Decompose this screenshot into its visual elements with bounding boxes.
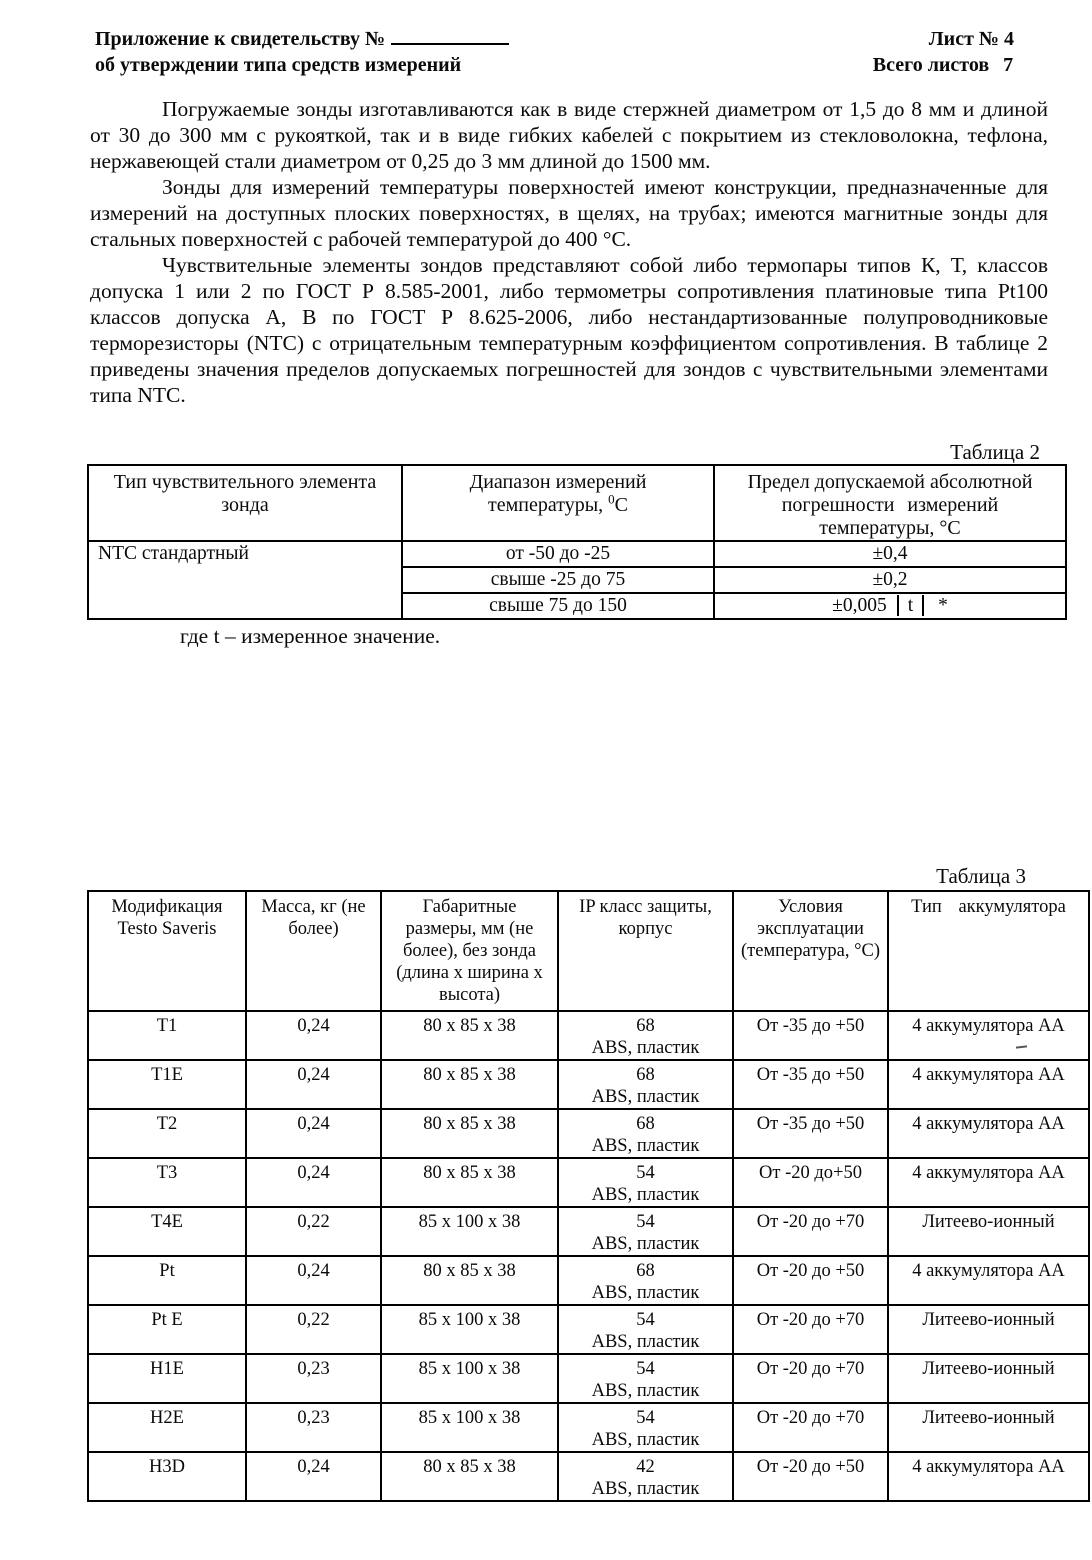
battery-cell: 4 аккумулятора АА xyxy=(888,1452,1089,1501)
battery-cell: Литеево-ионный xyxy=(888,1403,1089,1452)
table2-header-error-line1: Предел допускаемой абсолютной xyxy=(747,471,1033,493)
case-material: ABS, пластик xyxy=(591,1185,700,1205)
dimensions-cell: 80 х 85 х 38 xyxy=(381,1452,558,1501)
battery-cell: 4 аккумулятора АА xyxy=(888,1158,1089,1207)
dimensions-cell: 85 х 100 х 38 xyxy=(381,1403,558,1452)
temperature-cell: От -20 до +70 xyxy=(733,1305,888,1354)
table2-header-sensor-type: Тип чувствительного элемента зонда xyxy=(88,465,402,541)
temperature-cell: От -20 до +70 xyxy=(733,1354,888,1403)
total-sheets xyxy=(873,52,1014,78)
table2-range-cell: свыше 75 до 150 xyxy=(402,593,714,619)
table2-header-range-unit-prefix: температуры, xyxy=(488,494,609,516)
header-approval-line: об утверждении типа средств измерений xyxy=(95,54,462,76)
certificate-number-blank xyxy=(391,28,509,45)
body-text xyxy=(90,96,1048,408)
mass-cell: 0,22 xyxy=(246,1305,381,1354)
table-row xyxy=(88,1158,1089,1207)
table2-header-range-line2 xyxy=(403,491,713,517)
table3-header-conditions: Условия эксплуатации (температура, °С) xyxy=(733,891,888,1011)
table-row xyxy=(88,1011,1089,1060)
mass-cell: 0,24 xyxy=(246,1011,381,1060)
modification-cell: Н2Е xyxy=(88,1403,246,1452)
dimensions-cell: 85 х 100 х 38 xyxy=(381,1305,558,1354)
ip-rating: 54 xyxy=(636,1212,655,1232)
footnote-asterisk: * xyxy=(938,595,948,616)
mass-cell: 0,24 xyxy=(246,1452,381,1501)
battery-cell: Литеево-ионный xyxy=(888,1305,1089,1354)
ip-rating: 54 xyxy=(636,1310,655,1330)
modification-cell: Т1Е xyxy=(88,1060,246,1109)
temperature-cell: От -20 до +50 xyxy=(733,1256,888,1305)
table-row xyxy=(88,1354,1089,1403)
table-row xyxy=(88,1109,1089,1158)
battery-cell: Литеево-ионный xyxy=(888,1207,1089,1256)
table2-sensor-type-cell: NTC стандартный xyxy=(88,541,402,619)
ip-rating: 68 xyxy=(636,1065,655,1085)
battery-cell: 4 аккумулятора АА xyxy=(888,1011,1089,1060)
dimensions-cell: 80 х 85 х 38 xyxy=(381,1011,558,1060)
ip-rating: 42 xyxy=(636,1457,655,1477)
modification-cell: Т2 xyxy=(88,1109,246,1158)
battery-cell: Литеево-ионный xyxy=(888,1354,1089,1403)
table2-header-error-line2: погрешности измерений xyxy=(781,494,999,516)
table-row xyxy=(88,1452,1089,1501)
ip-rating: 54 xyxy=(636,1359,655,1379)
table-row xyxy=(88,1305,1089,1354)
table2-caption: Таблица 2 xyxy=(950,440,1040,464)
temperature-cell: От -20 до +50 xyxy=(733,1452,888,1501)
battery-cell: 4 аккумулятора АА xyxy=(888,1109,1089,1158)
dimensions-cell: 85 х 100 х 38 xyxy=(381,1207,558,1256)
ip-cell xyxy=(558,1452,733,1501)
header-appendix-line xyxy=(95,26,509,52)
ip-cell xyxy=(558,1207,733,1256)
error-coefficient: ±0,005 xyxy=(832,595,887,616)
temperature-cell: От -35 до +50 xyxy=(733,1011,888,1060)
mass-cell: 0,22 xyxy=(246,1207,381,1256)
table3-header-ip: IP класс защиты, корпус xyxy=(558,891,733,1011)
total-sheets-value: 7 xyxy=(1003,54,1014,76)
table2-header-error-limit xyxy=(714,465,1066,541)
ip-cell xyxy=(558,1011,733,1060)
table3-saveris-modifications xyxy=(87,890,1090,1502)
temperature-cell: От -35 до +50 xyxy=(733,1109,888,1158)
temperature-cell: От -20 до +70 xyxy=(733,1403,888,1452)
ip-cell xyxy=(558,1403,733,1452)
mass-cell: 0,23 xyxy=(246,1403,381,1452)
table-row xyxy=(88,1403,1089,1452)
ip-rating: 68 xyxy=(636,1016,655,1036)
modification-cell: Pt Е xyxy=(88,1305,246,1354)
mass-cell: 0,24 xyxy=(246,1256,381,1305)
modification-cell: Т1 xyxy=(88,1011,246,1060)
absolute-value-t: t xyxy=(897,595,924,616)
modification-cell: Pt xyxy=(88,1256,246,1305)
battery-cell: 4 аккумулятора АА xyxy=(888,1256,1089,1305)
table3-header-battery: Тип аккумулятора xyxy=(888,891,1089,1011)
modification-cell: Т3 xyxy=(88,1158,246,1207)
table2-header-range-line1: Диапазон измерений xyxy=(469,471,647,493)
case-material: ABS, пластик xyxy=(591,1087,700,1107)
table2-header-range xyxy=(402,465,714,541)
case-material: ABS, пластик xyxy=(591,1479,700,1499)
mass-cell: 0,24 xyxy=(246,1158,381,1207)
modification-cell: Т4Е xyxy=(88,1207,246,1256)
modification-cell: Н3D xyxy=(88,1452,246,1501)
mass-cell: 0,23 xyxy=(246,1354,381,1403)
paragraph-immersion-probes: Погружаемые зонды изготавливаются как в виде стержней диаметром от 1,5 до 8 мм и длиной от 30 до 300 мм с рукояткой, так и в виде гибких кабелей с покрытием из стекловолокна, тефлона, нержавеющей стали диаметром от 0,25 до 3 мм длиной до 1500 мм. xyxy=(90,97,1048,173)
dimensions-cell: 80 х 85 х 38 xyxy=(381,1158,558,1207)
table-row xyxy=(88,1060,1089,1109)
table2-header-row xyxy=(88,465,1066,541)
case-material: ABS, пластик xyxy=(591,1136,700,1156)
battery-cell: 4 аккумулятора АА xyxy=(888,1060,1089,1109)
temperature-cell: От -20 до +70 xyxy=(733,1207,888,1256)
ip-rating: 54 xyxy=(636,1163,655,1183)
total-sheets-label: Всего листов xyxy=(872,54,990,76)
table3-caption: Таблица 3 xyxy=(936,864,1026,888)
table2-error-cell: ±0,2 xyxy=(714,567,1066,593)
table2-range-cell: свыше -25 до 75 xyxy=(402,567,714,593)
ip-cell xyxy=(558,1109,733,1158)
modification-cell: Н1Е xyxy=(88,1354,246,1403)
temperature-cell: От -35 до +50 xyxy=(733,1060,888,1109)
table2-range-cell: от -50 до -25 xyxy=(402,541,714,567)
ip-cell xyxy=(558,1256,733,1305)
sheet-number: Лист № 4 xyxy=(928,28,1014,50)
dimensions-cell: 80 х 85 х 38 xyxy=(381,1060,558,1109)
header-appendix-text: Приложение к свидетельству № xyxy=(95,28,386,50)
paragraph-sensing-elements: Чувствительные элементы зондов представляют собой либо термопары типов К, Т, классов допуска 1 или 2 по ГОСТ Р 8.585-2001, либо термометры сопротивления платиновые типа Pt100 классов допуска А, В по ГОСТ Р 8.625-2006, либо нестандартизованные полупроводниковые терморезисторы (NTC) с отрицательным температурным коэффициентом сопротивления. В таблице 2 приведены значения пределов допускаемых погрешностей для зондов с чувствительными элементами типа NTC. xyxy=(90,253,1048,407)
ip-cell xyxy=(558,1305,733,1354)
degree-superscript: 0 xyxy=(608,491,615,507)
case-material: ABS, пластик xyxy=(591,1381,700,1401)
mass-cell: 0,24 xyxy=(246,1060,381,1109)
ip-rating: 68 xyxy=(636,1114,655,1134)
table2-header-error-line3: температуры, °С xyxy=(819,517,961,539)
table2-footnote: где t – измеренное значение. xyxy=(180,624,441,648)
table3-header-dimensions: Габаритные размеры, мм (не более), без зонда (длина х ширина х высота) xyxy=(381,891,558,1011)
header-right-block xyxy=(873,26,1014,78)
table3-header-modification: Модификация Testo Saveris xyxy=(88,891,246,1011)
case-material: ABS, пластик xyxy=(591,1234,700,1254)
table-row xyxy=(88,1256,1089,1305)
dimensions-cell: 80 х 85 х 38 xyxy=(381,1109,558,1158)
dimensions-cell: 80 х 85 х 38 xyxy=(381,1256,558,1305)
dimensions-cell: 85 х 100 х 38 xyxy=(381,1354,558,1403)
ip-cell xyxy=(558,1060,733,1109)
table-row xyxy=(88,1207,1089,1256)
table2-error-cell: ±0,4 xyxy=(714,541,1066,567)
table2-ntc-error-limits xyxy=(87,464,1067,620)
mass-cell: 0,24 xyxy=(246,1109,381,1158)
case-material: ABS, пластик xyxy=(591,1038,700,1058)
paragraph-surface-probes: Зонды для измерений температуры поверхностей имеют конструкции, предназначенные для измерений на доступных плоских поверхностях, в щелях, на трубах; имеются магнитные зонды для стальных поверхностей с рабочей температурой до 400 °С. xyxy=(90,175,1048,251)
temperature-cell: От -20 до+50 xyxy=(733,1158,888,1207)
ip-rating: 54 xyxy=(636,1408,655,1428)
table-row xyxy=(88,541,1066,567)
ip-rating: 68 xyxy=(636,1261,655,1281)
ip-cell xyxy=(558,1158,733,1207)
case-material: ABS, пластик xyxy=(591,1332,700,1352)
table2-header-range-unit: С xyxy=(614,494,628,516)
case-material: ABS, пластик xyxy=(591,1430,700,1450)
table3-header-row xyxy=(88,891,1089,1011)
case-material: ABS, пластик xyxy=(591,1283,700,1303)
table2-error-formula-cell xyxy=(714,593,1066,619)
ip-cell xyxy=(558,1354,733,1403)
table3-header-mass: Масса, кг (не более) xyxy=(246,891,381,1011)
header-left-block xyxy=(95,26,509,78)
document-header xyxy=(95,26,1014,78)
